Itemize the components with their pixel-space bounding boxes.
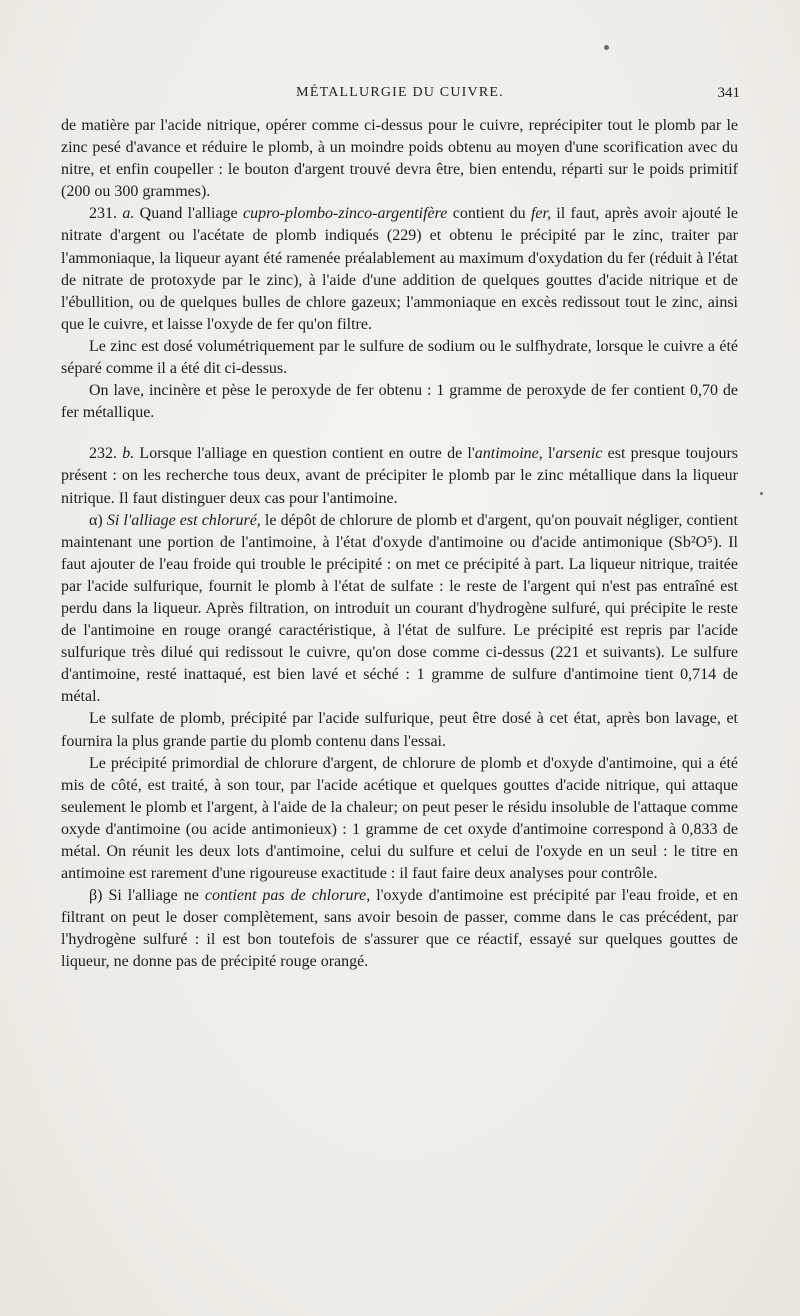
page-number: 341 bbox=[717, 85, 740, 101]
paragraph-232b: 232. b. Lorsque l'alliage en question contient en outre de l'antimoine, l'arsenic est presque toujours présent : on les recherche tous deux, avant de précipiter le plomb par le zinc métallique dans la liqueur nitrique. Il faut distinguer deux cas pour l'antimoine. bbox=[61, 445, 739, 507]
paragraph-alpha-chlorinated: α) Si l'alliage est chloruré, le dépôt de chlorure de plomb et d'argent, qu'on pouvait négliger, contient maintenant une portion de l'antimoine, à l'état d'oxyde d'antimoine ou d'acide antimonique (Sb²O⁵). Il faut ajouter de l'eau froide qui trouble le précipité : on met ce précipité à part. La liqueur nitrique, traitée par l'acide sulfurique, fournit le plomb à l'état de sulfate : le reste de l'argent qui n'est pas entraîné est perdu dans la liqueur. Après filtration, on introduit un courant d'hydrogène sulfuré, qui précipite le reste de l'antimoine en rouge orangé caractéristique, à l'état de sulfure. Le précipité est repris par l'acide sulfurique très dilué qui redissout le cuivre, qu'on dose comme ci-dessus (221 et suivants). Le sulfure d'antimoine, resté inattaqué, est bien lavé et séché : 1 gramme de sulfure d'antimoine tient 0,714 de métal. bbox=[61, 511, 738, 706]
paragraph-beta-no-chloride: β) Si l'alliage ne contient pas de chlorure, l'oxyde d'antimoine est précipité par l'eau froide, et en filtrant on peut le doser complètement, sans avoir besoin de passer, comme dans le cas précédent, par l'hydrogène sulfuré : il est bon toutefois de s'assurer que ce réactif, essayé sur quelques gouttes de liqueur, ne donne pas de précipité rouge orangé. bbox=[61, 887, 738, 971]
paragraph-continuation: de matière par l'acide nitrique, opérer comme ci-dessus pour le cuivre, reprécipiter tout le plomb par le zinc pesé d'avance et réduire le plomb, à un moindre poids obtenu au moyen d'une scorification avec du nitre, et enfin coupeller : le bouton d'argent trouvé devra être, bien entendu, réparti sur le poids primitif (200 ou 300 grammes). bbox=[61, 117, 738, 201]
page-header bbox=[60, 85, 740, 107]
paragraph-iron-peroxide: On lave, incinère et pèse le peroxyde de fer obtenu : 1 gramme de peroxyde de fer contient 0,70 de fer métallique. bbox=[61, 382, 738, 422]
paragraph-zinc-dosing: Le zinc est dosé volumétriquement par le sulfure de sodium ou le sulfhydrate, lorsque le cuivre a été séparé comme il a été dit ci-dessus. bbox=[61, 337, 738, 378]
running-title: MÉTALLURGIE DU CUIVRE. bbox=[296, 85, 504, 100]
paragraph-231a: 231. a. Quand l'alliage cupro-plombo-zinco-argentifère contient du fer, il faut, après avoir ajouté le nitrate d'argent ou l'acétate de plomb indiqués (229) et obtenu le précipité par le zinc, traiter par l'ammoniaque, la liqueur ayant été ramenée préalablement au maximum d'oxydation du fer (réduit à l'état de nitrate de protoxyde par le zinc), à l'aide d'une addition de quelques gouttes d'acide nitrique et de l'ébullition, ou de quelques bulles de chlore gazeux; l'ammoniaque en excès redissout tout le zinc, ainsi que le cuivre, et laisse l'oxyde de fer qu'on filtre. bbox=[61, 205, 739, 333]
paragraph-primordial-precipitate: Le précipité primordial de chlorure d'argent, de chlorure de plomb et d'oxyde d'antimoine, qui a été mis de côté, est traité, à son tour, par l'acide acétique et quelques gouttes d'acide nitrique, qui attaque seulement le plomb et l'argent, à l'aide de la chaleur; on peut peser le résidu insoluble de l'attaque comme oxyde d'antimoine (ou acide antimonieux) : 1 gramme de cet oxyde d'antimoine correspond à 0,833 de métal. On réunit les deux lots d'antimoine, celui du sulfure et celui de l'oxyde en un seul : le titre en antimoine est rarement d'une rigoureuse exactitude : il faut faire deux analyses pour contrôle. bbox=[61, 754, 738, 883]
paragraph-lead-sulfate: Le sulfate de plomb, précipité par l'acide sulfurique, peut être dosé à cet état, après bon lavage, et fournira la plus grande partie du plomb contenu dans l'essai. bbox=[61, 710, 738, 750]
paper-speck bbox=[760, 492, 763, 495]
paper-speck bbox=[604, 45, 609, 50]
body-text bbox=[61, 115, 738, 974]
